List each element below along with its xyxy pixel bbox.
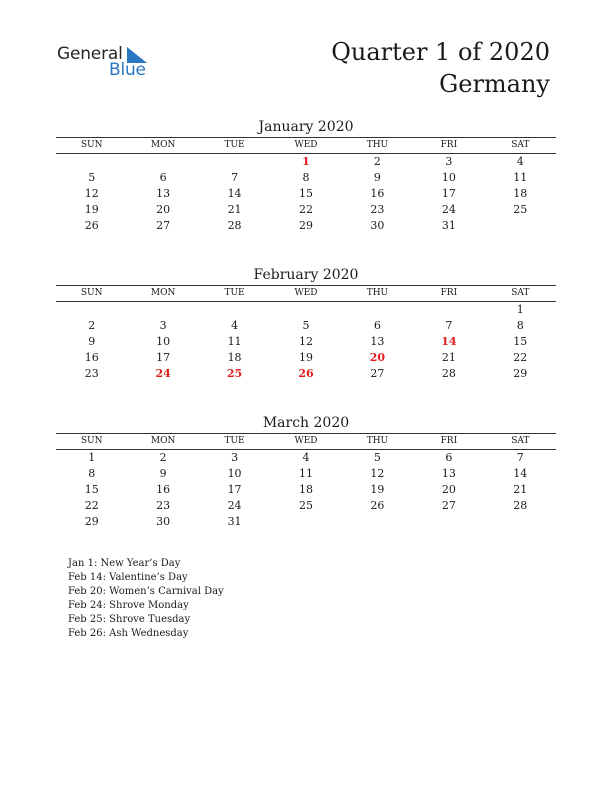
- month-calendar-january: [56, 117, 556, 234]
- holiday-day-cell: 20: [369, 351, 386, 364]
- day-cell: 20: [156, 203, 171, 216]
- quarter-title: Quarter 1 of 2020: [331, 38, 550, 66]
- weekday-label: FRI: [413, 434, 484, 450]
- day-cell: 9: [373, 171, 381, 184]
- day-cell: 18: [513, 187, 528, 200]
- day-cell: 22: [298, 203, 313, 216]
- days-grid: [56, 450, 556, 530]
- weekday-label: SAT: [485, 286, 556, 302]
- day-cell: 31: [441, 219, 456, 232]
- day-cell: 16: [156, 483, 171, 496]
- days-grid: [56, 154, 556, 234]
- weekday-label: TUE: [199, 434, 270, 450]
- day-cell: 13: [441, 467, 456, 480]
- weekday-label: MON: [127, 138, 198, 154]
- day-cell: 23: [84, 367, 99, 380]
- days-grid: [56, 302, 556, 382]
- holiday-day-cell: 26: [298, 367, 314, 380]
- month-title: February 2020: [253, 267, 359, 283]
- empty-day-cell: [342, 302, 413, 318]
- weekday-label: WED: [270, 434, 341, 450]
- day-cell: 12: [370, 467, 385, 480]
- day-cell: 14: [513, 467, 528, 480]
- empty-day-cell: [199, 302, 270, 318]
- day-cell: 23: [156, 499, 171, 512]
- weekday-header-row: [56, 286, 556, 302]
- day-cell: 2: [373, 155, 381, 168]
- day-cell: 30: [370, 219, 385, 232]
- weekday-label: MON: [127, 286, 198, 302]
- weekday-label: FRI: [413, 286, 484, 302]
- day-cell: 5: [373, 451, 381, 464]
- day-cell: 4: [516, 155, 524, 168]
- weekday-label: FRI: [413, 138, 484, 154]
- day-cell: 13: [370, 335, 385, 348]
- empty-day-cell: [413, 302, 484, 318]
- day-cell: 15: [298, 187, 313, 200]
- day-cell: 8: [516, 319, 524, 332]
- generalblue-logo: [57, 44, 167, 84]
- day-cell: 27: [370, 367, 385, 380]
- day-cell: 18: [227, 351, 242, 364]
- month-title: March 2020: [262, 415, 350, 431]
- holiday-day-cell: 25: [226, 367, 243, 380]
- day-cell: 12: [84, 187, 99, 200]
- holiday-item: Feb 14: Valentine’s Day: [68, 572, 188, 583]
- page-header: [331, 36, 550, 100]
- holiday-day-cell: 14: [441, 335, 457, 348]
- weekday-label: SUN: [56, 434, 127, 450]
- day-cell: 9: [159, 467, 167, 480]
- empty-day-cell: [127, 302, 198, 318]
- day-cell: 11: [298, 467, 313, 480]
- day-cell: 13: [156, 187, 171, 200]
- month-title: January 2020: [258, 119, 354, 135]
- day-cell: 1: [516, 303, 524, 316]
- day-cell: 12: [298, 335, 313, 348]
- day-cell: 28: [441, 367, 456, 380]
- empty-day-cell: [270, 302, 341, 318]
- day-cell: 7: [231, 171, 239, 184]
- day-cell: 22: [84, 499, 99, 512]
- day-cell: 2: [88, 319, 96, 332]
- holiday-item: Feb 24: Shrove Monday: [68, 600, 189, 611]
- country-title: Germany: [439, 70, 550, 98]
- weekday-label: WED: [270, 286, 341, 302]
- day-cell: 19: [298, 351, 313, 364]
- day-cell: 7: [516, 451, 524, 464]
- weekday-label: SAT: [485, 138, 556, 154]
- weekday-label: THU: [342, 138, 413, 154]
- weekday-label: SUN: [56, 286, 127, 302]
- empty-day-cell: [127, 154, 198, 170]
- day-cell: 10: [227, 467, 242, 480]
- day-cell: 26: [84, 219, 99, 232]
- weekday-header-row: [56, 138, 556, 154]
- day-cell: 21: [441, 351, 456, 364]
- holiday-item: Feb 25: Shrove Tuesday: [68, 614, 191, 625]
- day-cell: 28: [513, 499, 528, 512]
- weekday-label: THU: [342, 286, 413, 302]
- day-cell: 29: [298, 219, 313, 232]
- day-cell: 24: [441, 203, 456, 216]
- day-cell: 6: [159, 171, 167, 184]
- weekday-header-row: [56, 434, 556, 450]
- day-cell: 25: [513, 203, 528, 216]
- holiday-item: Feb 20: Women’s Carnival Day: [68, 586, 224, 597]
- day-cell: 27: [156, 219, 171, 232]
- day-cell: 15: [84, 483, 99, 496]
- day-cell: 22: [513, 351, 528, 364]
- weekday-label: MON: [127, 434, 198, 450]
- day-cell: 17: [441, 187, 456, 200]
- month-calendar-march: [56, 413, 556, 530]
- weekday-label: TUE: [199, 138, 270, 154]
- weekday-label: TUE: [199, 286, 270, 302]
- day-cell: 7: [445, 319, 453, 332]
- day-cell: 30: [156, 515, 171, 528]
- day-cell: 29: [84, 515, 99, 528]
- day-cell: 14: [227, 187, 242, 200]
- day-cell: 4: [231, 319, 239, 332]
- day-cell: 25: [298, 499, 313, 512]
- day-cell: 23: [370, 203, 385, 216]
- day-cell: 3: [159, 319, 167, 332]
- weekday-label: THU: [342, 434, 413, 450]
- day-cell: 8: [88, 467, 96, 480]
- day-cell: 9: [88, 335, 96, 348]
- day-cell: 26: [370, 499, 385, 512]
- day-cell: 21: [227, 203, 242, 216]
- day-cell: 16: [84, 351, 99, 364]
- empty-day-cell: [56, 154, 127, 170]
- day-cell: 10: [441, 171, 456, 184]
- day-cell: 11: [227, 335, 242, 348]
- holiday-list: [68, 557, 224, 641]
- day-cell: 4: [302, 451, 310, 464]
- day-cell: 1: [88, 451, 96, 464]
- day-cell: 6: [445, 451, 453, 464]
- day-cell: 6: [373, 319, 381, 332]
- day-cell: 19: [84, 203, 99, 216]
- day-cell: 11: [513, 171, 528, 184]
- day-cell: 17: [227, 483, 242, 496]
- logo-general-text: General: [57, 44, 123, 64]
- day-cell: 24: [227, 499, 242, 512]
- day-cell: 3: [445, 155, 453, 168]
- month-calendar-february: [56, 265, 556, 382]
- day-cell: 8: [302, 171, 310, 184]
- holiday-item: Jan 1: New Year’s Day: [68, 558, 181, 569]
- day-cell: 29: [513, 367, 528, 380]
- holiday-day-cell: 1: [302, 155, 310, 168]
- day-cell: 10: [156, 335, 171, 348]
- logo-blue-text: Blue: [109, 60, 146, 80]
- day-cell: 5: [88, 171, 96, 184]
- day-cell: 2: [159, 451, 167, 464]
- day-cell: 15: [513, 335, 528, 348]
- day-cell: 28: [227, 219, 242, 232]
- weekday-label: SAT: [485, 434, 556, 450]
- day-cell: 31: [227, 515, 242, 528]
- weekday-label: WED: [270, 138, 341, 154]
- day-cell: 19: [370, 483, 385, 496]
- holiday-item: Feb 26: Ash Wednesday: [68, 628, 189, 639]
- weekday-label: SUN: [56, 138, 127, 154]
- holiday-day-cell: 24: [155, 367, 171, 380]
- day-cell: 16: [370, 187, 385, 200]
- empty-day-cell: [199, 154, 270, 170]
- day-cell: 18: [298, 483, 313, 496]
- day-cell: 27: [441, 499, 456, 512]
- day-cell: 17: [156, 351, 171, 364]
- day-cell: 5: [302, 319, 310, 332]
- day-cell: 20: [441, 483, 456, 496]
- day-cell: 3: [231, 451, 239, 464]
- day-cell: 21: [513, 483, 528, 496]
- empty-day-cell: [56, 302, 127, 318]
